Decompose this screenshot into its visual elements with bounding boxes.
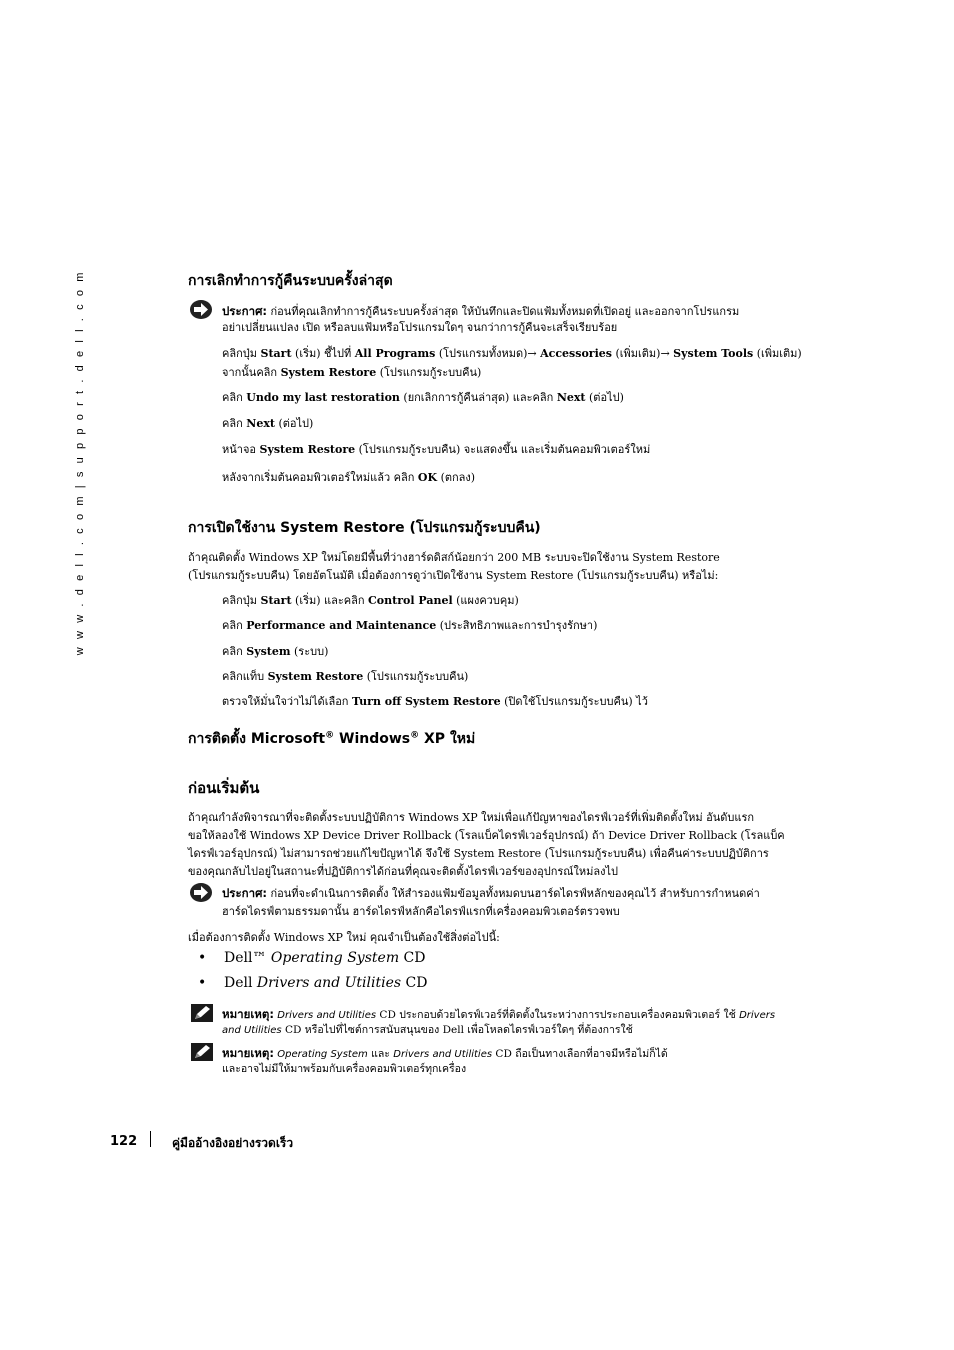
control-panel-term: Control Panel bbox=[368, 594, 453, 607]
step-text: คลิกปุ่ม bbox=[222, 594, 261, 607]
registered-mark: ® bbox=[410, 730, 420, 741]
step-4 bbox=[222, 442, 650, 457]
item-title: Operating System bbox=[270, 950, 400, 966]
note-title: Operating System bbox=[277, 1049, 368, 1060]
system-term: System bbox=[246, 645, 291, 658]
notice-icon bbox=[190, 883, 212, 902]
notice-icon bbox=[190, 300, 212, 319]
step-text: (ระบบ) bbox=[290, 645, 329, 658]
pencil-note-icon bbox=[191, 1043, 213, 1061]
note-title: and Utilities bbox=[222, 1025, 282, 1036]
item-text: Dell™ bbox=[224, 950, 271, 966]
subheading-before-you-begin: ก่อนเริ่มต้น bbox=[188, 779, 260, 797]
note-text: CD หรือไปที่ไซต์การสนับสนุนของ Dell เพื่อโหลดไดรฟ์เวอร์ใดๆ ที่ต้องการใช้ bbox=[281, 1024, 633, 1036]
bullet: • bbox=[198, 950, 207, 966]
start-term: Start bbox=[260, 594, 292, 607]
sidebar-url: w w w . d e l l . c o m | s u p p o r t . d e l l . c o m bbox=[74, 270, 86, 656]
step-text: คลิก bbox=[222, 417, 247, 430]
note-text: CD ถือเป็นทางเลือกที่อาจมีหรือไม่ก็ได้ bbox=[492, 1048, 668, 1060]
enable-step-5 bbox=[222, 694, 648, 709]
notice-line-2: ฮาร์ดไดรฟ์ตามธรรมดานั้น ฮาร์ดไดรฟ์หลักคือไดรฟ์แรกที่เครื่องคอมพิวเตอร์ตรวจพบ bbox=[222, 905, 620, 918]
enable-step-4 bbox=[222, 669, 468, 684]
note-text: CD ประกอบด้วยไดรฟ์เวอร์ที่ติดตั้งในระหว่างการประกอบเครื่องคอมพิวเตอร์ ใช้ bbox=[376, 1009, 740, 1021]
step-text: (ต่อไป) bbox=[274, 417, 314, 430]
step-text: (โปรแกรมกู้ระบบคืน) bbox=[363, 670, 469, 683]
reinstall-para-line-3: ไดรฟ์เวอร์อุปกรณ์) ไม่สามารถช่วยแก้ไขปัญหาได้ จึงใช้ System Restore (โปรแกรมกู้ระบบคืน) เพื่อคืนค่าระบบปฏิบัติการ bbox=[188, 847, 769, 860]
note-2-line-1 bbox=[222, 1046, 668, 1062]
performance-term: Performance and Maintenance bbox=[246, 619, 437, 632]
step-text: จากนั้นคลิก bbox=[222, 366, 281, 379]
step-text: คลิก bbox=[222, 391, 247, 404]
step-text: หน้าจอ bbox=[222, 443, 260, 456]
reinstall-para-line-1: ถ้าคุณกำลังพิจารณาที่จะติดตั้งระบบปฏิบัติการ Windows XP ใหม่เพื่อแก้ปัญหาของไดรฟ์เวอร์ที่เพิ่มติดตั้งใหม่ อันดับแรก bbox=[188, 811, 755, 824]
note-text: และ bbox=[367, 1048, 394, 1060]
step-text: ตรวจให้มั่นใจว่าไม่ได้เลือก bbox=[222, 695, 352, 708]
step-text: (ปิดใช้โปรแกรมกู้ระบบคืน) ไว้ bbox=[500, 695, 648, 708]
system-restore-term: System Restore bbox=[267, 670, 364, 683]
footer-title: คู่มืออ้างอิงอย่างรวดเร็ว bbox=[172, 1136, 294, 1150]
step-text: (โปรแกรมกู้ระบบคืน) bbox=[376, 366, 482, 379]
notice-lead: ประกาศ: bbox=[222, 304, 267, 318]
note-lead: หมายเหตุ: bbox=[222, 1046, 274, 1060]
step-text: (ต่อไป) bbox=[585, 391, 624, 404]
enable-step-3 bbox=[222, 644, 328, 659]
section-heading-enable-restore: การเปิดใช้งาน System Restore (โปรแกรมกู้ระบบคืน) bbox=[188, 520, 541, 536]
start-term: Start bbox=[260, 347, 292, 360]
enable-para-line-1: ถ้าคุณติดตั้ง Windows XP ใหม่โดยมีพื้นที่ว่างฮาร์ดดิสก์น้อยกว่า 200 MB ระบบจะปิดใช้งาน System Restore bbox=[188, 551, 720, 564]
note-title: Drivers and Utilities bbox=[277, 1010, 377, 1021]
note-title: Drivers and Utilities bbox=[393, 1049, 493, 1060]
enable-step-2 bbox=[222, 618, 597, 633]
notice-lead: ประกาศ: bbox=[222, 886, 267, 900]
step-text: คลิกแท็บ bbox=[222, 670, 268, 683]
system-tools-term: System Tools bbox=[673, 347, 754, 360]
step-text: (เริ่ม) และคลิก bbox=[291, 594, 369, 607]
enable-step-1 bbox=[222, 593, 519, 608]
bullet: • bbox=[198, 975, 207, 991]
step-text: (แผงควบคุม) bbox=[452, 594, 519, 607]
step-text: (เพิ่มเติม) bbox=[753, 347, 802, 360]
note-1-line-2 bbox=[222, 1023, 633, 1038]
notice-line-2: อย่าเปลี่ยนแปลง เปิด หรือลบแฟ้มหรือโปรแกรมใดๆ จนกว่าการกู้คืนจะเสร็จเรียบร้อย bbox=[222, 321, 618, 334]
section-heading-undo-restore: การเลิกทำการกู้คืนระบบครั้งล่าสุด bbox=[188, 273, 393, 289]
pencil-note-icon bbox=[191, 1004, 213, 1022]
system-restore-term: System Restore bbox=[259, 443, 356, 456]
step-text: คลิกปุ่ม bbox=[222, 347, 261, 360]
ok-term: OK bbox=[417, 471, 438, 484]
step-text: (เริ่ม) ชี้ไปที่ bbox=[291, 347, 355, 360]
accessories-term: Accessories bbox=[540, 347, 612, 360]
list-item bbox=[198, 975, 427, 991]
enable-para-line-2: (โปรแกรมกู้ระบบคืน) โดยอัตโนมัติ เมื่อต้องการดูว่าเปิดใช้งาน System Restore (โปรแกรมกู้ระบบคืน) หรือไม่: bbox=[188, 569, 719, 582]
turn-off-term: Turn off System Restore bbox=[351, 695, 501, 708]
registered-mark: ® bbox=[325, 730, 335, 741]
item-text: CD bbox=[401, 975, 428, 991]
notice-line-1 bbox=[222, 304, 739, 319]
note-2-line-2: และอาจไม่มีให้มาพร้อมกับเครื่องคอมพิวเตอร์ทุกเครื่อง bbox=[222, 1063, 467, 1075]
step-text: (ยกเลิกการกู้คืนล่าสุด) และคลิก bbox=[399, 391, 557, 404]
system-restore-term: System Restore bbox=[280, 366, 377, 379]
step-text: คลิก bbox=[222, 619, 247, 632]
step-text: (ประสิทธิภาพและการบำรุงรักษา) bbox=[436, 619, 598, 632]
notice-text: ก่อนที่คุณเลิกทำการกู้คืนระบบครั้งล่าสุด ให้บันทึกและปิดแฟ้มทั้งหมดที่เปิดอยู่ และออกจากโปรแกรม bbox=[266, 305, 740, 318]
page-number: 122 bbox=[110, 1134, 138, 1149]
step-text: (ตกลง) bbox=[437, 471, 476, 484]
item-text: Dell bbox=[224, 975, 257, 991]
reinstall-para-line-2: ขอให้ลองใช้ Windows XP Device Driver Rollback (โรลแบ็คไดรฟ์เวอร์อุปกรณ์) ถ้า Device Driver Rollback (โรลแบ็ค bbox=[188, 829, 785, 842]
undo-term: Undo my last restoration bbox=[246, 391, 400, 404]
item-title: Drivers and Utilities bbox=[256, 975, 402, 991]
notice-text: ก่อนที่จะดำเนินการติดตั้ง ให้สำรองแฟ้มข้อมูลทั้งหมดบนฮาร์ดไดรฟ์หลักของคุณไว้ สำหรับการกำหนดค่า bbox=[266, 887, 760, 900]
next-term: Next bbox=[556, 391, 586, 404]
next-term: Next bbox=[246, 417, 275, 430]
footer-divider bbox=[150, 1131, 151, 1147]
heading-part: Windows bbox=[334, 731, 411, 747]
note-1-line-1 bbox=[222, 1007, 775, 1023]
step-text: (เพิ่มเติม)→ bbox=[611, 347, 674, 360]
reinstall-para-line-4: ของคุณกลับไปอยู่ในสถานะที่ปฏิบัติการได้ก่อนที่คุณจะติดตั้งไดรฟ์เวอร์ของอุปกรณ์ใหม่ลงไป bbox=[188, 865, 618, 878]
item-text: CD bbox=[399, 950, 426, 966]
all-programs-term: All Programs bbox=[354, 347, 436, 360]
step-1-line-2 bbox=[222, 365, 481, 380]
step-5 bbox=[222, 470, 475, 485]
notice-line-1 bbox=[222, 886, 760, 901]
heading-part: XP ใหม่ bbox=[419, 731, 476, 747]
requirements-intro: เมื่อต้องการติดตั้ง Windows XP ใหม่ คุณจำเป็นต้องใช้สิ่งต่อไปนี้: bbox=[188, 931, 500, 944]
step-3 bbox=[222, 416, 313, 431]
step-text: (โปรแกรมกู้ระบบคืน) จะแสดงขึ้น และเริ่มต้นคอมพิวเตอร์ใหม่ bbox=[355, 443, 651, 456]
section-heading-reinstall-xp bbox=[188, 728, 475, 750]
step-1-line-1 bbox=[222, 346, 802, 361]
note-title: Drivers bbox=[739, 1010, 776, 1021]
list-item bbox=[198, 950, 425, 966]
note-lead: หมายเหตุ: bbox=[222, 1007, 274, 1021]
step-text: คลิก bbox=[222, 645, 247, 658]
step-text: หลังจากเริ่มต้นคอมพิวเตอร์ใหม่แล้ว คลิก bbox=[222, 471, 418, 484]
heading-part: การติดตั้ง Microsoft bbox=[188, 731, 326, 747]
step-text: (โปรแกรมทั้งหมด)→ bbox=[435, 347, 541, 360]
step-2 bbox=[222, 390, 624, 405]
